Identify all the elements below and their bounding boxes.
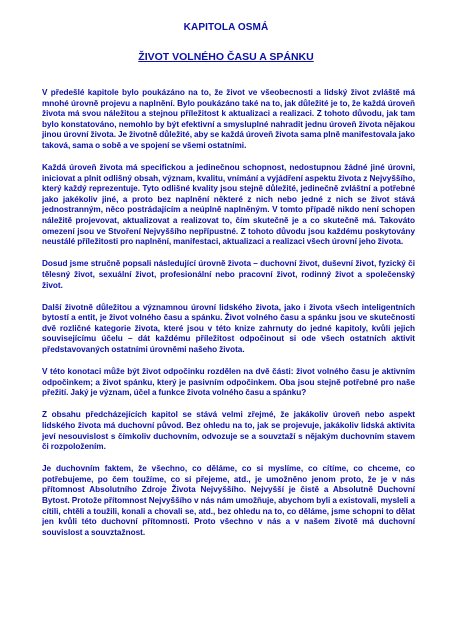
chapter-body [42,88,415,550]
chapter-label: KAPITOLA OSMÁ [183,22,269,33]
paragraph: Další životně důležitou a významnou úrovní lidského života, jako i života všech inteligentních bytostí a entit, je život volného času a spánku. Život volného času a spánku jsou ve skutečnosti dvě rozličné kategorie života, které jsou v této knize zahrnuty do jedné kapitoly, kvůli jejich souvisejícímu účelu – dát každému příležitost odpočinout si ode všech ostatních aktivit představovaných ostatními úrovněmi našeho života. [42,302,415,354]
paragraph: V předešlé kapitole bylo poukázáno na to, že život ve všeobecnosti a lidský život zvláště má mnohé úrovně projevu a naplnění. Bylo poukázáno také na to, jak důležité je to, že každá úroveň života má svou náležitou a stejnou příležitost k aktualizaci a realizaci. Z tohoto důvodu, jak tam bylo konstatováno, nemohlo by být efektivní a smysluplné nahradit jednu úroveň života nějakou jinou úrovní života. Je životně důležité, aby se každá úroveň života sama plně manifestovala jako taková, sama o sobě a ve spojení se všemi ostatními. [42,88,415,150]
paragraph: V této konotaci může být život odpočinku rozdělen na dvě části: život volného času je aktivním odpočinkem; a život spánku, který je pasivním odpočinkem. Oba jsou stejně potřebné pro naše přežití. Jaký je význam, účel a funkce života volného času a spánku? [42,367,415,398]
chapter-title: ŽIVOT VOLNÉHO ČASU A SPÁNKU [138,51,314,63]
paragraph: Je duchovním faktem, že všechno, co děláme, co si myslíme, co cítíme, co chceme, co potřebujeme, po čem toužíme, co si přejeme, atd., je umožněno jenom proto, že je v nás přítomnost Absolutního Zdroje Života Nejvyššího. Nejvyšší je čistě a Absolutně Duchovní Bytost. Protože přítomnost Nejvyššího v nás nám umožňuje, abychom byli a existovali, mysleli a cítili, chtěli a toužili, konali a chovali se, atd., bez ohledu na to, co děláme, jsme schopni to dělat jen kvůli této duchovní přítomnosti. Proto všechno v nás a v našem životě má duchovní souvislost a souvztažnost. [42,464,415,537]
paragraph: Každá úroveň života má specifickou a jedinečnou schopnost, nedostupnou žádné jiné úrovni, iniciovat a plnit odlišný obsah, význam, kvalitu, vnímání a vyjádření aspektu života z Nejvyššího, který každý reprezentuje. Tyto odlišné kvality jsou stejně důležité, jedinečně zvláštní a potřebné jako jakékoliv jiné, a proto bez naplnění některé z nich nebo jedné z nich se život stává jednostranným, něco postrádajícím a neúplně naplněným. V tomto případě nikdo není schopen náležitě projevovat, aktualizovat a realizovat to, čím skutečně je a co skutečně má. Takováto omezení jsou ve Stvoření Nejvyššího nepřípustné. Z tohoto důvodu jsou každému poskytovány neustálé příležitosti pro naplnění, manifestaci, aktualizaci a realizaci všech úrovní jeho života. [42,163,415,247]
paragraph: Z obsahu předcházejících kapitol se stává velmi zřejmé, že jakákoliv úroveň nebo aspekt lidského života má duchovní původ. Bez ohledu na to, jak se projevuje, jakákoliv lidská aktivita jeví nesouvislost s čímkoliv duchovním, odvozuje se a souvztaží s nějakým duchovním stavem či rozpoložením. [42,410,415,452]
paragraph: Dosud jsme stručně popsali následující úrovně života – duchovní život, duševní život, fyzický či tělesný život, sexuální život, profesionální nebo pracovní život, rodinný život a společenský život. [42,259,415,290]
